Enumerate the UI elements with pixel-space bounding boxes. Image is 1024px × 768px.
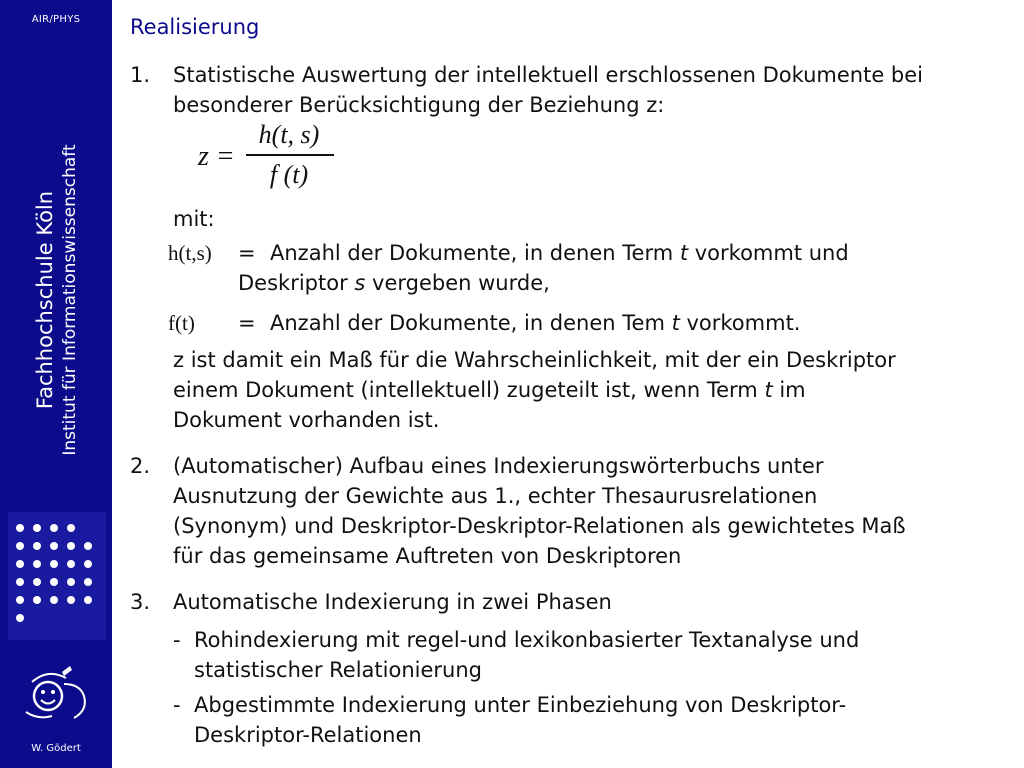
explain-line-2: einem Dokument (intellektuell) zugeteilt ist, wenn Term t im bbox=[173, 378, 806, 402]
def-2-term: f(t) bbox=[168, 311, 195, 335]
explain-line-1: z ist damit ein Maß für die Wahrscheinlichkeit, mit der ein Deskriptor bbox=[173, 348, 896, 372]
sub-2-line-1: Abgestimmte Indexierung unter Einbeziehung von Deskriptor- bbox=[194, 693, 847, 717]
institution-subtitle: Institut für Informationswissenschaft bbox=[60, 144, 80, 456]
def-2-eq: = bbox=[238, 311, 256, 335]
mit-label: mit: bbox=[173, 207, 215, 231]
def-1-eq: = bbox=[238, 241, 256, 265]
smiley-face-logo-icon bbox=[18, 660, 96, 726]
sub-1-dash: - bbox=[173, 628, 181, 652]
sub-1-line-2: statistischer Relationierung bbox=[194, 658, 482, 682]
sub-2-line-2: Deskriptor-Relationen bbox=[194, 723, 422, 747]
formula-numerator: h(t, s) bbox=[258, 120, 320, 149]
sub-2-dash: - bbox=[173, 693, 181, 717]
sidebar-top-label: AIR/PHYS bbox=[31, 14, 81, 25]
item-3-number: 3. bbox=[130, 590, 151, 614]
institution-title: Fachhochschule Köln bbox=[33, 190, 57, 410]
item-1-line-2: besonderer Berücksichtigung der Beziehung z: bbox=[173, 93, 665, 117]
item-2-number: 2. bbox=[130, 454, 151, 478]
item-2-line-1: (Automatischer) Aufbau eines Indexierungswörterbuchs unter bbox=[173, 454, 824, 478]
sub-1-line-1: Rohindexierung mit regel-und lexikonbasierter Textanalyse und bbox=[194, 628, 860, 652]
item-1-number: 1. bbox=[130, 63, 151, 87]
item-2-line-4: für das gemeinsame Auftreten von Deskriptoren bbox=[173, 544, 682, 568]
fraction-bar bbox=[246, 154, 334, 156]
explain-line-3: Dokument vorhanden ist. bbox=[173, 408, 440, 432]
formula-denominator: f (t) bbox=[269, 160, 309, 189]
item-3-line: Automatische Indexierung in zwei Phasen bbox=[173, 590, 612, 614]
sidebar bbox=[0, 0, 112, 768]
slide-heading: Realisierung bbox=[130, 15, 260, 39]
dots-decoration-icon bbox=[8, 512, 106, 640]
item-1-line-1: Statistische Auswertung der intellektuell erschlossenen Dokumente bei bbox=[173, 63, 924, 87]
formula-z bbox=[198, 120, 348, 200]
item-2-line-3: (Synonym) und Deskriptor-Deskriptor-Relationen als gewichtetes Maß bbox=[173, 514, 906, 538]
def-2-line: Anzahl der Dokumente, in denen Tem t vorkommt. bbox=[270, 311, 801, 335]
def-1-line-1: Anzahl der Dokumente, in denen Term t vorkommt und bbox=[270, 241, 849, 265]
author-label: W. Gödert bbox=[31, 743, 81, 754]
def-1-line-2: Deskriptor s vergeben wurde, bbox=[238, 271, 550, 295]
def-1-term: h(t,s) bbox=[168, 241, 212, 265]
item-2-line-2: Ausnutzung der Gewichte aus 1., echter Thesaurusrelationen bbox=[173, 484, 818, 508]
formula-lhs: z = bbox=[198, 141, 235, 172]
